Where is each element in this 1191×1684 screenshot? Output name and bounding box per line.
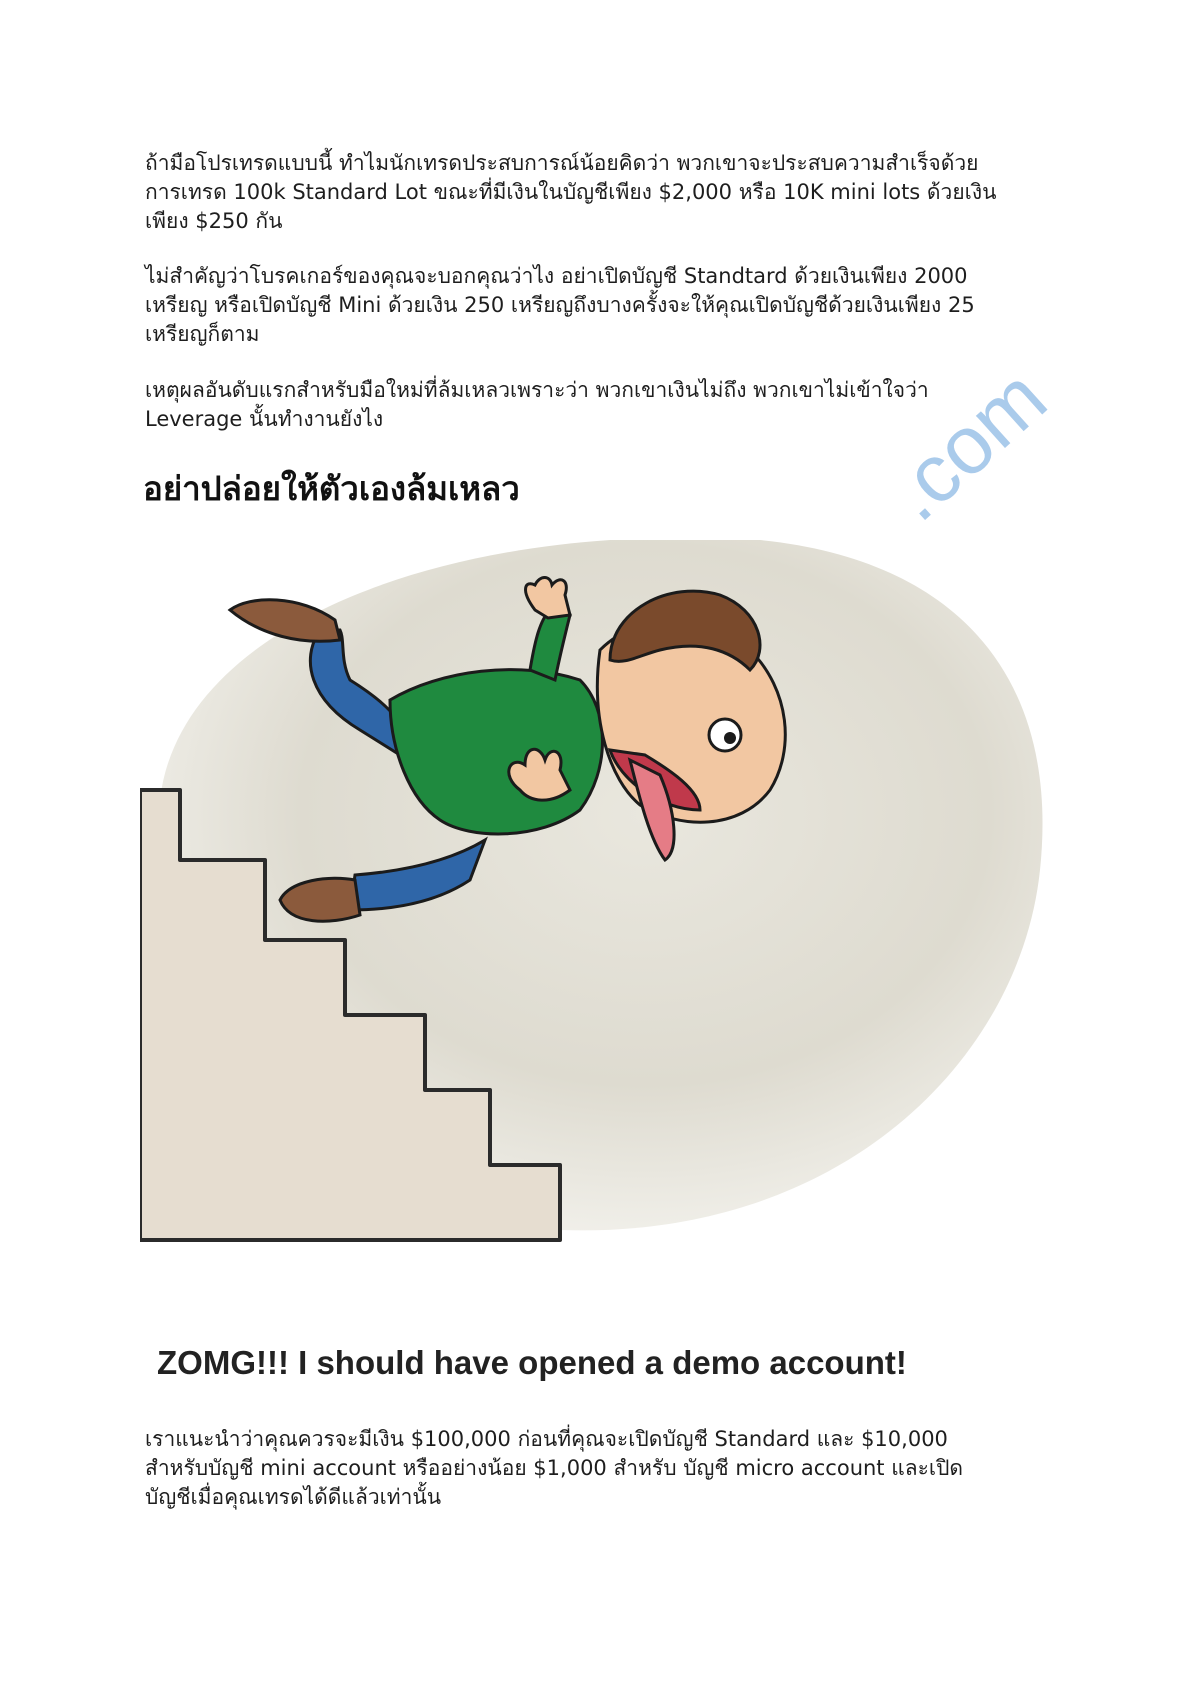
upper-shoe — [230, 600, 340, 641]
falling-man-illustration — [140, 540, 1080, 1350]
paragraph-4: เราแนะนำว่าคุณควรจะมีเงิน $100,000 ก่อนที่คุณจะเปิดบัญชี Standard และ $10,000 สำหรับบัญชี mini account หรืออย่างน้อย $1,000 สำหรับ บัญชี micro account และเปิด บัญชีเมื่อคุณเทรดได้ดีแล้วเท่านั้น — [145, 1427, 964, 1509]
section-heading: อย่าปล่อยให้ตัวเองล้มเหลว — [143, 469, 520, 508]
paragraph-1: ถ้ามือโปรเทรดแบบนี้ ทำไมนักเทรดประสบการณ์น้อยคิดว่า พวกเขาจะประสบความสำเร็จด้วย การเทรด 100k Standard Lot ขณะที่มีเงินในบัญชีเพียง $2,000 หรือ 10K mini lots ด้วยเงิน เพียง $250 กัน — [145, 151, 997, 233]
paragraph-2: ไม่สำคัญว่าโบรคเกอร์ของคุณจะบอกคุณว่าไง อย่าเปิดบัญชี Standtard ด้วยเงินเพียง 2000 เหรียญ หรือเปิดบัญชี Mini ด้วยเงิน 250 เหรียญถึงบางครั้งจะให้คุณเปิดบัญชีด้วยเงินเพียง 25 เหรียญก็ตาม — [145, 264, 975, 346]
paragraph-3: เหตุผลอันดับแรกสำหรับมือใหม่ที่ล้มเหลวเพราะว่า พวกเขาเงินไม่ถึง พวกเขาไม่เข้าใจว่า Leverage นั้นทำงานยังไง — [145, 378, 929, 431]
watermark: .com — [870, 351, 1064, 539]
illustration-caption: ZOMG!!! I should have opened a demo account! — [157, 1344, 907, 1381]
